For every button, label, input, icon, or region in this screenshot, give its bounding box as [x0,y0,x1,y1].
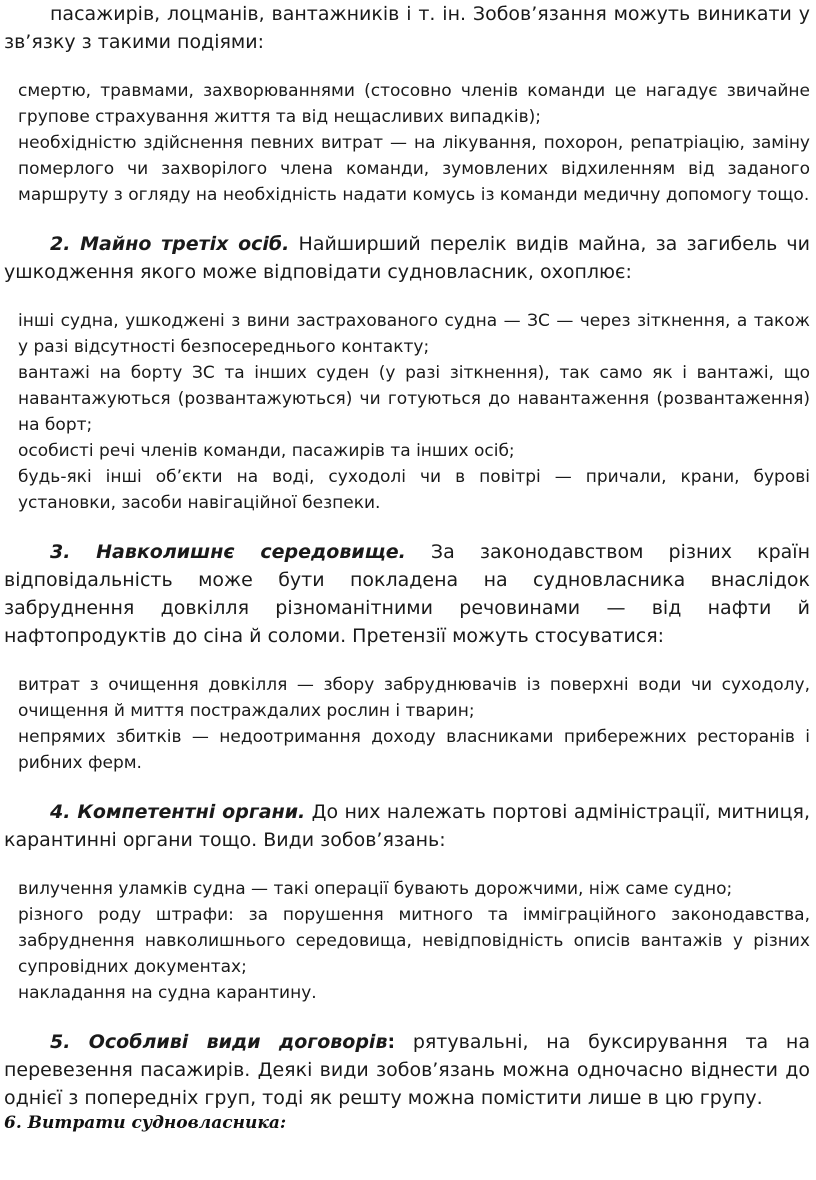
spacer [0,1006,816,1028]
section-4-heading: 4. Компетентні органи. [50,801,306,823]
section-3-paragraph [0,538,816,650]
spacer [0,776,816,798]
list-item: витрат з очищення довкілля — збору забруднювачів із поверхні води чи суходолу, очищення й миття постраждалих рослин і тварин; [18,675,810,721]
section-2-heading: 2. Майно третіх осіб. [50,233,290,255]
section-3-heading: 3. Навколишнє середовище. [50,541,406,563]
list-item: особисті речі членів команди, пасажирів та інших осіб; [18,441,515,461]
list-item: непрямих збитків — недоотримання доходу власниками прибережних ресторанів і рибних ферм. [18,727,810,773]
spacer [0,650,816,672]
list-item: вантажі на борту ЗС та інших суден (у разі зіткнення), так само як і вантажі, що навантажуються (розвантажуються) чи готуються до навантаження (розвантаження) на борт; [18,363,810,435]
section-4-paragraph [0,798,816,854]
section-6-heading: 6. Витрати судновласника: [4,1113,287,1133]
section-2-paragraph [0,230,816,286]
list-environment-claims [0,672,816,776]
list-item: необхідністю здійснення певних витрат — на лікування, похорон, репатріацію, заміну померлого чи захворілого члена команди, зумовлених відхиленням від заданого маршруту з огляду на необхідність надати комусь із команди медичну допомогу тощо. [18,133,810,205]
section-2-text: Найширший перелік видів майна, за загибель чи ушкодження якого може відповідати судновласник, охоплює: [4,233,810,283]
spacer [0,516,816,538]
section-5-paragraph [0,1028,816,1112]
spacer [0,286,816,308]
list-third-party-property [0,308,816,516]
intro-paragraph [0,0,816,56]
list-item: накладання на судна карантину. [18,983,317,1003]
list-item: різного роду штрафи: за порушення митного та імміграційного законодавства, забруднення навколишнього середовища, невідповідність описів вантажів у різних супровідних документах; [18,905,810,977]
spacer [0,854,816,876]
section-5-colon: : [387,1031,396,1053]
list-item: будь-які інші об’єкти на воді, суходолі чи в повітрі — причали, крани, бурові установки, засоби навігаційної безпеки. [18,467,810,513]
spacer [0,56,816,78]
list-authority-obligations [0,876,816,1006]
list-item: смертю, травмами, захворюваннями (стосовно членів команди це нагадує звичайне групове страхування життя та від нещасливих випадків); [18,81,810,127]
list-item: вилучення уламків судна — такі операції бувають дорожчими, ніж саме судно; [18,879,733,899]
section-5-heading: 5. Особливі види договорів [50,1031,388,1053]
section-3-text: За законодавством різних країн відповідальність може бути покладена на судновласника внаслідок забруднення довкілля різноманітними речовинами — від нафти й нафтопродуктів до сіна й соломи. Претензії можуть стосуватися: [4,541,810,647]
spacer [0,208,816,230]
list-item: інші судна, ушкоджені з вини застрахованого судна — ЗС — через зіткнення, а також у разі відсутності безпосереднього контакту; [18,311,810,357]
section-4-text: До них належать портові адміністрації, митниця, карантинні органи тощо. Види зобов’язань: [4,801,810,851]
section-5-text: рятувальні, на буксирування та на перевезення пасажирів. Деякі види зобов’язань можна одночасно віднести до однієї з попередніх груп, тоді як решту можна помістити лише в цю групу. [4,1031,810,1109]
list-events [0,78,816,208]
intro-text: пасажирів, лоцманів, вантажників і т. ін. Зобов’язання можуть виникати у зв’язку з такими подіями: [4,3,810,53]
